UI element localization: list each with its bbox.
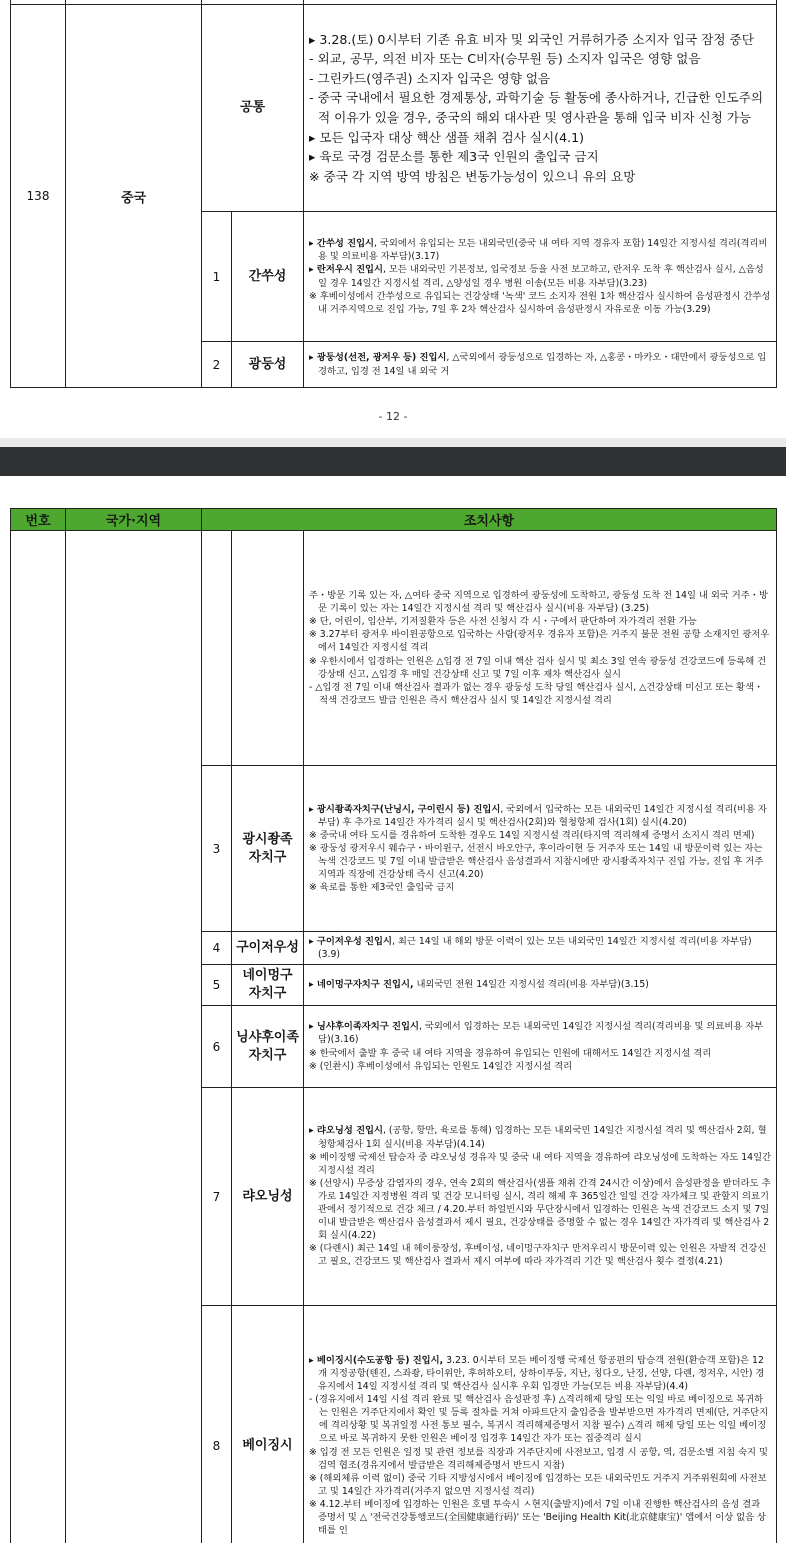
measure-line: ※ (선양시) 무증상 감염자의 경우, 연속 2회의 핵산검사(샘플 채취 간격 24시간 이상)에서 음성판정을 받더라도 추가로 14일간 지정병원 격리 및 건강 모니터링 실시, 격리 해제 후 365일간 일일 건강 자가체크 및 관할지 의료기관에서 정기적으로 건강 체크 / 4.20.부터 하얼빈시와 무단장시에서 입경하는 인원은 녹색 건강코드 소지 및 7일 이내 발급받은 핵산검사 음성결과서 제시 필요, 건강상태를 증명할 수 없는 경우 14일간 자가격리 및 핵산검사 2회 실시(4.22): [309, 1177, 771, 1242]
measure-line: ▸ 구이저우성 진입시, 최근 14일 내 해외 방문 이력이 있는 모든 내외국민 14일간 지정시설 격리(비용 자부담)(3.9): [309, 935, 752, 960]
region-name-continued: [232, 531, 304, 766]
common-measures: [304, 5, 777, 212]
region-name: 네이멍구 자치구: [232, 965, 304, 1006]
measure-line: ※ 우한시에서 입경하는 인원은 △입경 전 7일 이내 핵산 검사 실시 및 최소 3일 연속 광둥성 건강코드에 등록해 건강상태 신고, △입경 후 매일 건강상태 신고 및 7일 이후 재차 핵산검사 실시: [309, 655, 767, 680]
measure-line: ▸ 란저우시 진입시, 모든 내외국민 기본정보, 입국정보 등을 사전 보고하고, 란저우 도착 후 핵산검사 실시, △음성일 경우 14일간 지정시설 격리, △양성일 경우 병원 이송(모든 비용 자부담)(3.23): [309, 264, 764, 289]
sub-number: 8: [202, 1306, 232, 1543]
document-page-12: [0, 0, 786, 438]
measure-line: ▸ 베이징시(수도공항 등) 진입시, 3.23. 0시부터 모든 베이징행 국제선 항공편의 탑승객 전원(환승객 포함)은 12개 지정공항(톈진, 스좌좡, 타이위안, 후허하오터, 상하이푸둥, 지난, 칭다오, 난징, 선양, 다롄, 정저우, 시안) 경유지에서 14일 지정시설 격리 및 핵산검사 실시후 우회 입경만 가능(모든 비용 자부담)(4.4): [309, 1354, 765, 1393]
region-measures: [304, 766, 777, 932]
measure-line: ※ 3.27부터 광저우 바이윈공항으로 입국하는 사람(광저우 경유자 포함)은 거주지 불문 전원 공항 소재지인 광저우에서 14일간 지정시설 격리: [309, 629, 770, 654]
measure-line: ▸ 광둥성(선전, 광저우 등) 진입시, △국외에서 광둥성으로 입경하는 자, △홍콩・마카오・대만에서 광둥성으로 입경하고, 입경 전 14일 내 외국 거: [309, 352, 767, 377]
measure-line: ▸ 네이멍구자치구 진입시, 내외국민 전원 14일간 지정시설 격리(비용 자부담)(3.15): [309, 979, 649, 991]
measure-line: ▸ 모든 입국자 대상 핵산 샘플 채취 검사 실시(4.1): [309, 129, 585, 145]
sub-number-continued: [202, 531, 232, 766]
sub-number: 5: [202, 965, 232, 1006]
measure-line: - 그린카드(영주권) 소지자 입국은 영향 없음: [309, 70, 551, 86]
measure-line: ▸ 랴오닝성 진입시, (공항, 항만, 육로를 통해) 입경하는 모든 내외국민 14일간 지정시설 격리 및 핵산검사 2회, 혈청항체검사 1회 실시(비용 자부담)(4.14): [309, 1125, 767, 1150]
measure-line: ※ 입경 전 모든 인원은 일정 및 관련 정보를 직장과 거주단지에 사전보고, 입경 시 공항, 역, 검문소별 지침 숙지 및 검역 협조(경유지에서 발급받은 격리해제증명서 반드시 지참): [309, 1446, 768, 1471]
region-name: 광시좡족 자치구: [232, 766, 304, 932]
region-measures: [304, 1306, 777, 1543]
region-name: 간쑤성: [232, 212, 304, 342]
measure-line: ※ 4.12.부터 베이징에 입경하는 인원은 호텔 투숙시 ㅅ현지(출발지)에서 7일 이내 진행한 핵산검사의 음성 결과 증명서 및 △ '전국건강통행코드(全国健康通行码)' 또는 'Beijing Health Kit(北京健康宝)' 앱에서 이상 없음 상태를 인: [309, 1498, 767, 1537]
measure-line: ※ 후베이성에서 간쑤성으로 유입되는 건강상태 '녹색' 코드 소지자 전원 1차 핵산검사 실시하여 음성판정시 간쑤성 내 거주지역으로 진입 가능, 7일 후 2차 핵산검사 실시하여 음성판정시 자유로운 이동 가능(3.29): [309, 290, 771, 315]
sub-number: 3: [202, 766, 232, 932]
measure-line: ※ (다롄시) 최근 14일 내 헤이룽장성, 후베이성, 네이멍구자치구 만저우리시 방문이력 있는 인원은 자발적 건강신고 필요, 건강코드 및 핵산검사 결과서 제시 여부에 따라 자가격리 기간 및 핵산검사 횟수 결정(4.21): [309, 1243, 767, 1268]
row-number: 138: [11, 5, 66, 388]
measure-line: ▸ 닝샤후이족자치구 진입시, 국외에서 입경하는 모든 내외국민 14일간 지정시설 격리(격리비용 및 의료비용 자부담)(3.16): [309, 1021, 764, 1046]
measure-line: - 중국 국내에서 필요한 경제통상, 과학기술 등 활동에 종사하거나, 긴급한 인도주의적 이유가 있을 경우, 중국의 해외 대사관 및 영사관을 통해 입국 비자 신청 가능: [309, 90, 764, 125]
document-page-13: [0, 476, 786, 1543]
region-name: 닝샤후이족 자치구: [232, 1006, 304, 1088]
measure-line: ※ 중국내 여타 도시를 경유하여 도착한 경우도 14일 지정시설 격리(타지역 격리해제 증명서 소지시 격리 면제): [309, 829, 755, 841]
region-measures: [304, 1006, 777, 1088]
measure-line: ▸ 간쑤성 진입시, 국외에서 유입되는 모든 내외국민(중국 내 여타 지역 경유자 포함) 14일간 지정시설 격리(격리비용 및 의료비용 자부담)(3.17): [309, 238, 768, 263]
header-measures: 조치사항: [202, 509, 777, 531]
sub-number: 4: [202, 932, 232, 965]
region-measures: [304, 932, 777, 965]
measure-line: ※ 중국 각 지역 방역 방침은 변동가능성이 있으니 유의 요망: [309, 168, 636, 184]
common-label: 공통: [202, 5, 304, 212]
measure-line: ※ 육로를 통한 제3국인 출입국 금지: [309, 882, 455, 894]
region-measures: [304, 1088, 777, 1306]
region-measures: [304, 342, 777, 388]
sub-number: 6: [202, 1006, 232, 1088]
country-name: 중국: [66, 5, 202, 388]
page-separator: [0, 438, 786, 476]
region-name: 베이징시: [232, 1306, 304, 1543]
sub-number: 7: [202, 1088, 232, 1306]
quarantine-table-page-12: [10, 0, 777, 388]
quarantine-table-page-13: [10, 508, 777, 1543]
header-country: 국가·지역: [66, 509, 202, 531]
header-number: 번호: [11, 509, 66, 531]
region-name: 광둥성: [232, 342, 304, 388]
country-name-continued: [66, 531, 202, 1543]
page-number: - 12 -: [378, 410, 408, 423]
region-name: 구이저우성: [232, 932, 304, 965]
measure-line: ※ (해외체류 이력 없이) 중국 기타 지방성시에서 베이징에 입경하는 모든 내외국민도 거주지 거주위원회에 사전보고 및 14일간 자가격리(거주지 없으면 지정시설 격리): [309, 1472, 767, 1497]
sub-number: 1: [202, 212, 232, 342]
region-measures: [304, 965, 777, 1006]
measure-line: ▸ 3.28.(토) 0시부터 기존 유효 비자 및 외국인 거류허가증 소지자 입국 잠정 중단: [309, 31, 754, 47]
measure-line: - △입경 전 7일 이내 핵산검사 결과가 없는 경우 광둥성 도착 당일 핵산검사 실시, △건강상태 미신고 또는 황색・적색 건강코드 발급 인원은 즉시 핵산검사 실시 및 14일간 지정시설 격리: [309, 681, 764, 706]
measure-line: ▸ 광시좡족자치구(난닝시, 구이린시 등) 진입시, 국외에서 입국하는 모든 내외국민 14일간 지정시설 격리(비용 자부담) 후 추가로 14일간 자가격리 실시 및 핵산검사(2회)와 혈청항체 검사(1회) 실시(4.20): [309, 803, 767, 828]
measure-line: - (경유지에서 14일 시설 격리 완료 및 핵산검사 음성판정 후) △격리해제 당일 또는 익일 바로 베이징으로 복귀하는 인원은 거주단지에서 확인 및 등록 절차를 거쳐 아파트단지 출입증을 발부받으면 자가격리 면제(단, 거주단지에 격리상황 및 복귀일정 사전 통보 필수, 복귀시 격리해제증명서 지참 필수) △격리 해제 당일 또는 익일 베이징으로 바로 복귀하지 못한 인원은 베이징 입경후 14일간 자가 또는 집중격리 실시: [309, 1394, 769, 1445]
region-name: 랴오닝성: [232, 1088, 304, 1306]
measure-line: - 외교, 공무, 의전 비자 또는 C비자(승무원 등) 소지자 입국은 영향 없음: [309, 51, 701, 67]
page-separator-top: [0, 438, 786, 447]
guangdong-measures-continued: [304, 531, 777, 766]
measure-line: ※ 한국에서 출발 후 중국 내 여타 지역을 경유하여 유입되는 인원에 대해서도 14일간 지정시설 격리: [309, 1047, 712, 1059]
measure-line: ※ (인촨시) 후베이성에서 유입되는 인원도 14일간 지정시설 격리: [309, 1060, 573, 1072]
sub-number: 2: [202, 342, 232, 388]
measure-line: ※ 단, 어린이, 임산부, 기저질환자 등은 사전 신청시 각 시・구에서 판단하여 자가격리 전환 가능: [309, 616, 697, 628]
measure-line: ※ 광둥성 광저우시 웨슈구・바이윈구, 선전시 바오안구, 후이라이현 등 거주자 또는 14일 내 방문이력 있는 자는 녹색 건강코드 및 7일 이내 발급받은 핵산검사 음성결과서 지참시에만 광시좡족자치구 진입 가능, 진입 후 거주지역과 직장에 건강상태 즉시 신고(4.20): [309, 842, 764, 881]
region-measures: [304, 212, 777, 342]
measure-line: 주・방문 기록 있는 자, △여타 중국 지역으로 입경하여 광둥성에 도착하고, 광둥성 도착 전 14일 내 외국 거주・방문 기록이 있는 자는 14일간 지정시설 격리 및 핵산검사 실시(비용 자부담) (3.25): [309, 590, 768, 615]
measure-line: ▸ 육로 국경 검문소를 통한 제3국 인원의 출입국 금지: [309, 149, 599, 165]
row-number-continued: [11, 531, 66, 1543]
measure-line: ※ 베이징행 국제선 탑승자 중 랴오닝성 경유자 및 중국 내 여타 지역을 경유하여 랴오닝성에 도착하는 자도 14일간 지정시설 격리: [309, 1151, 772, 1176]
